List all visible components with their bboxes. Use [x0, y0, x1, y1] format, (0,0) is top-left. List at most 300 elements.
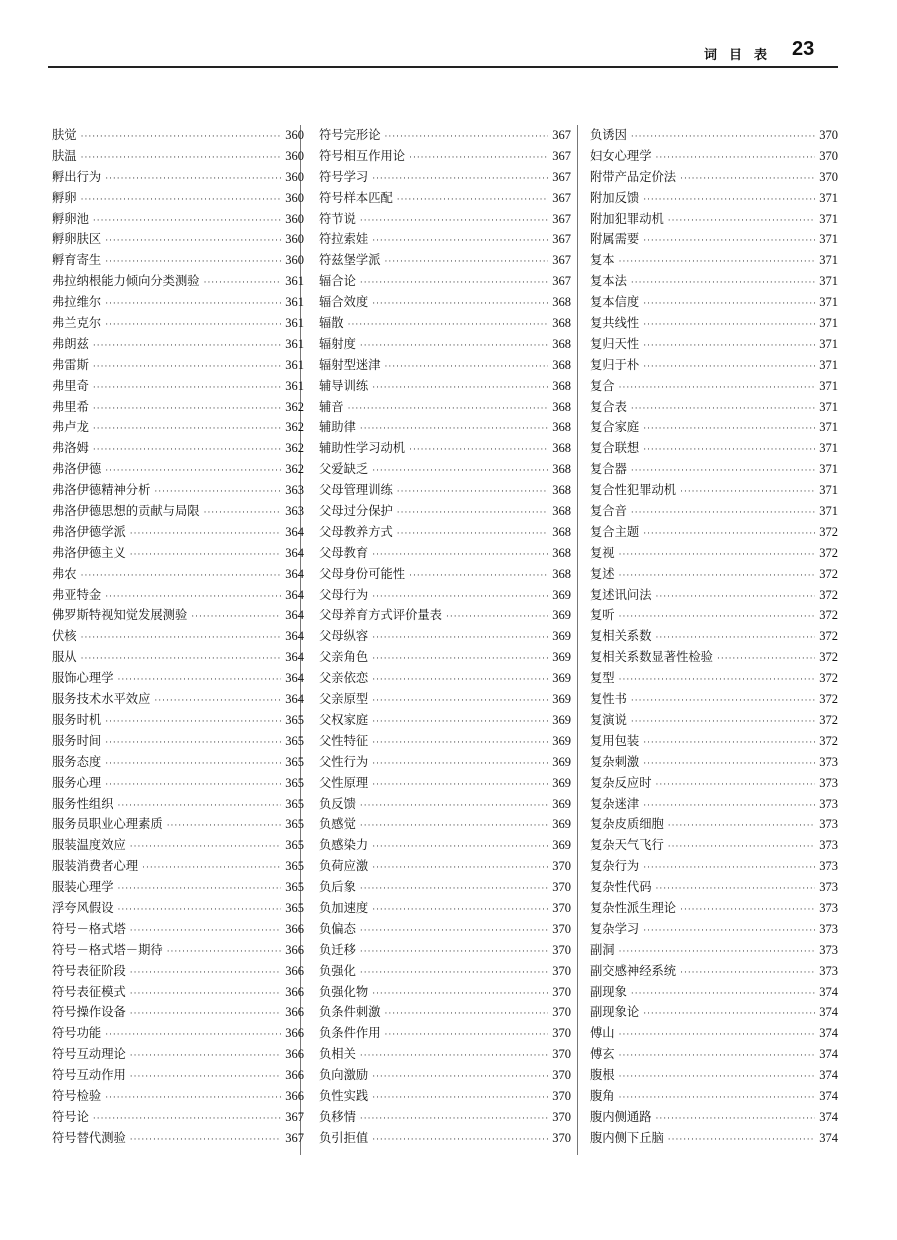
- entry-page-number: 370: [552, 880, 571, 895]
- dot-leader: [372, 545, 548, 566]
- index-entry: [590, 710, 838, 731]
- dot-leader: [656, 1109, 816, 1130]
- entry-term: 父性原理: [319, 775, 369, 790]
- index-entry: [590, 355, 838, 376]
- entry-term: 复合联想: [590, 441, 640, 456]
- dot-leader: [717, 649, 815, 670]
- index-entry: [590, 689, 838, 710]
- entry-page-number: 371: [819, 336, 838, 351]
- index-entry: [52, 209, 304, 230]
- entry-page-number: 365: [285, 712, 304, 727]
- dot-leader: [656, 148, 816, 169]
- index-entry: [319, 585, 571, 606]
- index-entry: [319, 480, 571, 501]
- entry-term: 负向激励: [319, 1068, 369, 1083]
- entry-term: 父母纵容: [319, 629, 369, 644]
- entry-page-number: 371: [819, 316, 838, 331]
- dot-leader: [643, 733, 815, 754]
- index-entry: [590, 480, 838, 501]
- index-entry: [319, 1128, 571, 1149]
- dot-leader: [372, 900, 548, 921]
- index-entry: [52, 605, 304, 626]
- dot-leader: [81, 566, 282, 587]
- index-entry: [52, 188, 304, 209]
- dot-leader: [372, 378, 548, 399]
- index-entry: [319, 209, 571, 230]
- entry-term: 辐合论: [319, 274, 356, 289]
- index-entry: [590, 856, 838, 877]
- dot-leader: [643, 921, 815, 942]
- entry-page-number: 373: [819, 942, 838, 957]
- page-number: 23: [792, 38, 815, 60]
- dot-leader: [105, 252, 281, 273]
- dot-leader: [118, 879, 282, 900]
- dot-leader: [680, 482, 815, 503]
- entry-page-number: 362: [285, 441, 304, 456]
- index-entry: [52, 898, 304, 919]
- entry-term: 复杂皮质细胞: [590, 817, 664, 832]
- dot-leader: [385, 1025, 549, 1046]
- entry-page-number: 372: [819, 650, 838, 665]
- entry-page-number: 366: [285, 1047, 304, 1062]
- dot-leader: [360, 419, 548, 440]
- entry-term: 负引拒值: [319, 1130, 369, 1145]
- dot-leader: [372, 461, 548, 482]
- dot-leader: [93, 1109, 281, 1130]
- entry-page-number: 360: [285, 190, 304, 205]
- dot-leader: [643, 1004, 815, 1025]
- entry-term: 弗农: [52, 566, 77, 581]
- entry-term: 复述: [590, 566, 615, 581]
- entry-page-number: 365: [285, 796, 304, 811]
- dot-leader: [130, 1004, 281, 1025]
- entry-term: 复用包装: [590, 733, 640, 748]
- index-entry: [319, 355, 571, 376]
- entry-term: 服务心理: [52, 775, 102, 790]
- dot-leader: [105, 754, 281, 775]
- index-entry: [52, 982, 304, 1003]
- dot-leader: [656, 587, 816, 608]
- index-entry: [52, 292, 304, 313]
- dot-leader: [81, 190, 282, 211]
- entry-term: 辅导训练: [319, 378, 369, 393]
- entry-term: 伏核: [52, 629, 77, 644]
- entry-page-number: 361: [285, 316, 304, 331]
- entry-page-number: 368: [552, 378, 571, 393]
- dot-leader: [360, 1109, 548, 1130]
- index-entry: [52, 1107, 304, 1128]
- entry-term: 复杂反应时: [590, 775, 652, 790]
- dot-leader: [93, 336, 281, 357]
- index-entry: [319, 1044, 571, 1065]
- entry-term: 佛罗斯特视知觉发展测验: [52, 608, 188, 623]
- entry-page-number: 361: [285, 378, 304, 393]
- entry-term: 复型: [590, 671, 615, 686]
- entry-term: 弗洛伊德思想的贡献与局限: [52, 504, 200, 519]
- entry-page-number: 371: [819, 420, 838, 435]
- entry-term: 腹内侧通路: [590, 1109, 652, 1124]
- dot-leader: [105, 587, 281, 608]
- index-entry: [319, 856, 571, 877]
- dot-leader: [372, 712, 548, 733]
- entry-term: 服务时机: [52, 712, 102, 727]
- entry-term: 复本: [590, 253, 615, 268]
- entry-term: 复本法: [590, 274, 627, 289]
- entry-page-number: 369: [552, 817, 571, 832]
- dot-leader: [409, 440, 548, 461]
- entry-page-number: 364: [285, 545, 304, 560]
- entry-term: 复演说: [590, 712, 627, 727]
- dot-leader: [619, 1088, 816, 1109]
- index-entry: [319, 146, 571, 167]
- entry-term: 负强化: [319, 963, 356, 978]
- entry-page-number: 363: [285, 483, 304, 498]
- index-entry: [52, 814, 304, 835]
- dot-leader: [81, 649, 282, 670]
- entry-page-number: 372: [819, 566, 838, 581]
- entry-term: 腹根: [590, 1068, 615, 1083]
- index-entry: [52, 564, 304, 585]
- dot-leader: [93, 440, 281, 461]
- entry-term: 服务性组织: [52, 796, 114, 811]
- index-entry: [590, 417, 838, 438]
- dot-leader: [643, 231, 815, 252]
- index-entry: [590, 647, 838, 668]
- entry-term: 符号功能: [52, 1026, 102, 1041]
- index-entry: [52, 146, 304, 167]
- dot-leader: [631, 712, 815, 733]
- dot-leader: [643, 357, 815, 378]
- entry-term: 服务态度: [52, 754, 102, 769]
- index-entry: [52, 376, 304, 397]
- index-entry: [590, 459, 838, 480]
- entry-page-number: 362: [285, 462, 304, 477]
- entry-page-number: 360: [285, 169, 304, 184]
- entry-page-number: 369: [552, 587, 571, 602]
- entry-page-number: 360: [285, 128, 304, 142]
- entry-page-number: 367: [552, 148, 571, 163]
- dot-leader: [204, 503, 282, 524]
- entry-term: 复合性犯罪动机: [590, 483, 677, 498]
- dot-leader: [656, 628, 816, 649]
- index-entry: [590, 522, 838, 543]
- dot-leader: [619, 252, 816, 273]
- entry-page-number: 368: [552, 504, 571, 519]
- entry-page-number: 368: [552, 462, 571, 477]
- page-header: [0, 0, 897, 70]
- dot-leader: [397, 190, 548, 211]
- index-entry: [52, 856, 304, 877]
- entry-page-number: 366: [285, 1026, 304, 1041]
- entry-term: 负性实践: [319, 1088, 369, 1103]
- dot-leader: [118, 796, 282, 817]
- dot-leader: [360, 796, 548, 817]
- index-entry: [590, 814, 838, 835]
- dot-leader: [385, 127, 549, 148]
- entry-page-number: 374: [819, 984, 838, 999]
- entry-term: 父母教育: [319, 545, 369, 560]
- dot-leader: [619, 566, 816, 587]
- index-entry: [590, 125, 838, 146]
- dot-leader: [154, 691, 281, 712]
- entry-page-number: 365: [285, 859, 304, 874]
- header-rule: [48, 66, 838, 68]
- entry-page-number: 368: [552, 545, 571, 560]
- entry-term: 辅助性学习动机: [319, 441, 406, 456]
- dot-leader: [105, 775, 281, 796]
- dot-leader: [409, 566, 548, 587]
- index-entry: [590, 376, 838, 397]
- entry-term: 父爱缺乏: [319, 462, 369, 477]
- dot-leader: [372, 858, 548, 879]
- entry-term: 孵育寄生: [52, 253, 102, 268]
- entry-page-number: 371: [819, 232, 838, 247]
- entry-term: 复杂刺激: [590, 754, 640, 769]
- index-entry: [590, 1044, 838, 1065]
- entry-term: 符号论: [52, 1109, 89, 1124]
- dot-leader: [372, 628, 548, 649]
- entry-term: 符号互动理论: [52, 1047, 126, 1062]
- dot-leader: [93, 357, 281, 378]
- entry-term: 负条件作用: [319, 1026, 381, 1041]
- entry-term: 负条件刺激: [319, 1005, 381, 1020]
- dot-leader: [631, 399, 815, 420]
- dot-leader: [668, 1130, 815, 1151]
- entry-page-number: 366: [285, 963, 304, 978]
- entry-page-number: 360: [285, 253, 304, 268]
- entry-page-number: 372: [819, 608, 838, 623]
- entry-page-number: 370: [552, 1068, 571, 1083]
- index-entry: [52, 752, 304, 773]
- index-entry: [590, 167, 838, 188]
- entry-page-number: 373: [819, 963, 838, 978]
- entry-term: 复杂性代码: [590, 880, 652, 895]
- dot-leader: [167, 816, 282, 837]
- index-entry: [319, 731, 571, 752]
- entry-term: 复视: [590, 545, 615, 560]
- entry-page-number: 367: [552, 211, 571, 226]
- entry-term: 符号相互作用论: [319, 148, 406, 163]
- index-entry: [52, 543, 304, 564]
- index-entry: [52, 961, 304, 982]
- entry-term: 符拉索娃: [319, 232, 369, 247]
- entry-term: 辅音: [319, 399, 344, 414]
- entry-page-number: 370: [819, 128, 838, 142]
- dot-leader: [105, 733, 281, 754]
- entry-term: 父亲依恋: [319, 671, 369, 686]
- index-entry: [590, 1023, 838, 1044]
- dot-leader: [372, 837, 548, 858]
- entry-term: 弗卢龙: [52, 420, 89, 435]
- entry-term: 复杂天气飞行: [590, 838, 664, 853]
- entry-page-number: 373: [819, 775, 838, 790]
- index-entry: [590, 982, 838, 1003]
- dot-leader: [130, 963, 281, 984]
- entry-term: 父母身份可能性: [319, 566, 406, 581]
- entry-term: 傅山: [590, 1026, 615, 1041]
- entry-term: 复合家庭: [590, 420, 640, 435]
- index-entry: [590, 773, 838, 794]
- entry-page-number: 364: [285, 587, 304, 602]
- entry-term: 副现象论: [590, 1005, 640, 1020]
- index-entry: [590, 731, 838, 752]
- dot-leader: [130, 1130, 281, 1151]
- dot-leader: [619, 1046, 816, 1067]
- index-entry: [52, 250, 304, 271]
- entry-page-number: 364: [285, 524, 304, 539]
- entry-term: 符节说: [319, 211, 356, 226]
- entry-page-number: 362: [285, 420, 304, 435]
- entry-term: 辐射型迷津: [319, 357, 381, 372]
- dot-leader: [372, 649, 548, 670]
- entry-page-number: 371: [819, 399, 838, 414]
- entry-page-number: 370: [552, 859, 571, 874]
- index-entry: [319, 752, 571, 773]
- entry-page-number: 369: [552, 692, 571, 707]
- entry-page-number: 368: [552, 336, 571, 351]
- dot-leader: [130, 921, 281, 942]
- index-entry: [590, 501, 838, 522]
- entry-page-number: 374: [819, 1005, 838, 1020]
- index-entry: [52, 689, 304, 710]
- entry-term: 负加速度: [319, 900, 369, 915]
- entry-page-number: 370: [552, 1088, 571, 1103]
- entry-term: 符号替代测验: [52, 1130, 126, 1145]
- entry-page-number: 372: [819, 712, 838, 727]
- index-column-3: [590, 125, 838, 1149]
- entry-page-number: 372: [819, 524, 838, 539]
- index-entry: [52, 167, 304, 188]
- entry-term: 复归天性: [590, 336, 640, 351]
- index-entry: [590, 564, 838, 585]
- entry-page-number: 373: [819, 754, 838, 769]
- dot-leader: [643, 524, 815, 545]
- entry-term: 腹内侧下丘脑: [590, 1130, 664, 1145]
- entry-term: 弗兰克尔: [52, 316, 102, 331]
- index-entry: [319, 605, 571, 626]
- index-entry: [52, 626, 304, 647]
- dot-leader: [360, 211, 548, 232]
- dot-leader: [385, 252, 549, 273]
- index-entry: [590, 1086, 838, 1107]
- dot-leader: [619, 942, 816, 963]
- entry-page-number: 361: [285, 274, 304, 289]
- index-entry: [319, 982, 571, 1003]
- entry-term: 服务技术水平效应: [52, 692, 151, 707]
- dot-leader: [93, 419, 281, 440]
- entry-term: 符号样本匹配: [319, 190, 393, 205]
- entry-page-number: 362: [285, 399, 304, 414]
- entry-term: 符号互动作用: [52, 1068, 126, 1083]
- dot-leader: [372, 1088, 548, 1109]
- entry-term: 负感染力: [319, 838, 369, 853]
- index-entry: [319, 334, 571, 355]
- entry-term: 傅玄: [590, 1047, 615, 1062]
- entry-page-number: 370: [552, 1109, 571, 1124]
- entry-term: 孵卵池: [52, 211, 89, 226]
- entry-term: 复合表: [590, 399, 627, 414]
- dot-leader: [619, 545, 816, 566]
- dot-leader: [130, 984, 281, 1005]
- entry-page-number: 371: [819, 274, 838, 289]
- entry-term: 腹角: [590, 1088, 615, 1103]
- entry-page-number: 365: [285, 817, 304, 832]
- entry-term: 复合音: [590, 504, 627, 519]
- index-entry: [52, 1002, 304, 1023]
- index-entry: [590, 919, 838, 940]
- dot-leader: [397, 482, 548, 503]
- entry-page-number: 374: [819, 1068, 838, 1083]
- dot-leader: [619, 1067, 816, 1088]
- index-entry: [319, 1086, 571, 1107]
- entry-term: 父亲原型: [319, 692, 369, 707]
- dot-leader: [619, 670, 816, 691]
- index-entry: [319, 376, 571, 397]
- dot-leader: [372, 670, 548, 691]
- entry-page-number: 373: [819, 796, 838, 811]
- entry-term: 父亲角色: [319, 650, 369, 665]
- entry-term: 负偏态: [319, 921, 356, 936]
- dot-leader: [81, 127, 282, 148]
- dot-leader: [680, 900, 815, 921]
- entry-term: 孵卵: [52, 190, 77, 205]
- entry-term: 负后象: [319, 880, 356, 895]
- entry-term: 弗里奇: [52, 378, 89, 393]
- index-entry: [52, 773, 304, 794]
- entry-page-number: 370: [552, 1130, 571, 1145]
- index-entry: [590, 626, 838, 647]
- index-entry: [590, 1002, 838, 1023]
- dot-leader: [118, 670, 282, 691]
- entry-term: 父母养育方式评价量表: [319, 608, 442, 623]
- entry-term: 父性特征: [319, 733, 369, 748]
- entry-term: 服务员职业心理素质: [52, 817, 163, 832]
- entry-term: 复听: [590, 608, 615, 623]
- column-divider: [577, 125, 578, 1155]
- index-entry: [52, 940, 304, 961]
- index-entry: [590, 961, 838, 982]
- dot-leader: [631, 691, 815, 712]
- index-entry: [319, 229, 571, 250]
- index-entry: [319, 501, 571, 522]
- entry-term: 复杂性派生理论: [590, 900, 677, 915]
- dot-leader: [631, 461, 815, 482]
- index-entry: [590, 898, 838, 919]
- entry-page-number: 360: [285, 211, 304, 226]
- dot-leader: [360, 336, 548, 357]
- entry-page-number: 373: [819, 859, 838, 874]
- index-entry: [590, 543, 838, 564]
- index-entry: [52, 480, 304, 501]
- entry-term: 父性行为: [319, 754, 369, 769]
- entry-term: 父母行为: [319, 587, 369, 602]
- entry-page-number: 372: [819, 545, 838, 560]
- entry-page-number: 368: [552, 566, 571, 581]
- dot-leader: [130, 1067, 281, 1088]
- dot-leader: [93, 399, 281, 420]
- dot-leader: [619, 1025, 816, 1046]
- index-entry: [590, 188, 838, 209]
- dot-leader: [372, 775, 548, 796]
- dot-leader: [372, 1067, 548, 1088]
- index-entry: [319, 397, 571, 418]
- entry-term: 弗洛姆: [52, 441, 89, 456]
- entry-term: 符号学习: [319, 169, 369, 184]
- entry-term: 负强化物: [319, 984, 369, 999]
- index-entry: [590, 334, 838, 355]
- dot-leader: [643, 419, 815, 440]
- dot-leader: [105, 1025, 281, 1046]
